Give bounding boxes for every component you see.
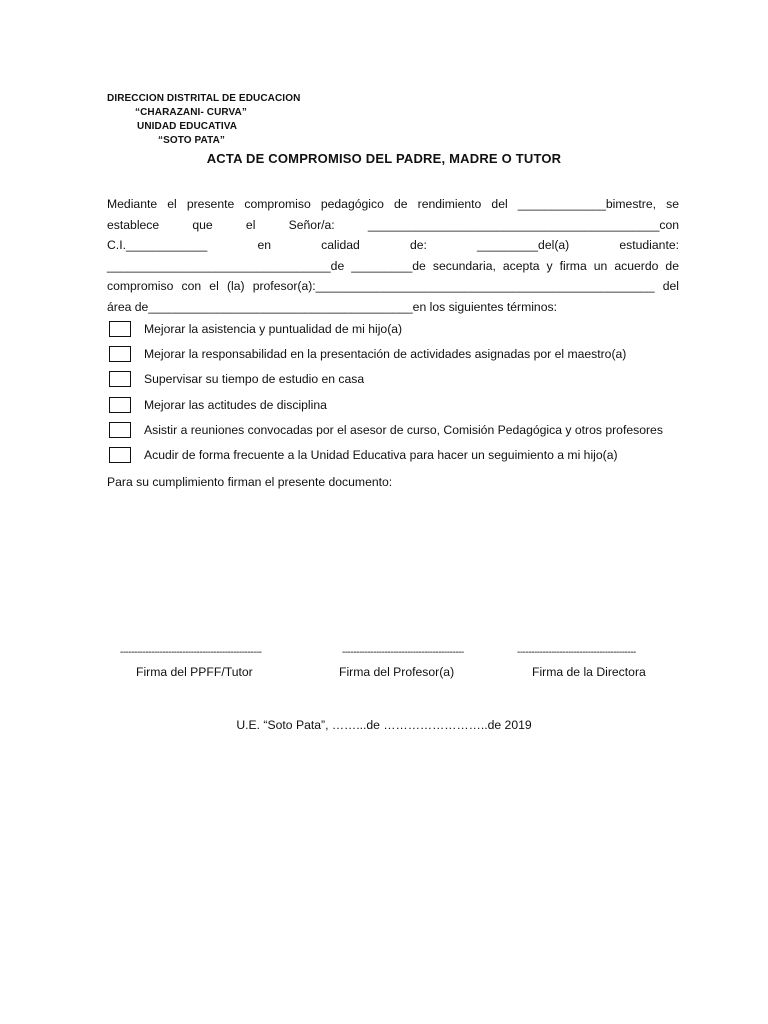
- checklist-label: Mejorar la responsabilidad en la presentación de actividades asignadas por el maestro(a): [144, 347, 627, 362]
- checkbox[interactable]: [109, 321, 131, 337]
- document-title: ACTA DE COMPROMISO DEL PADRE, MADRE O TUTOR: [206, 151, 562, 166]
- header-direccion: DIRECCION DISTRITAL DE EDUCACION: [107, 93, 301, 104]
- paragraph-line: área de_______________________________________en los siguientes términos:: [107, 299, 557, 314]
- signature-label-tutor: Firma del PPFF/Tutor: [136, 665, 253, 679]
- header-unidad-educativa: UNIDAD EDUCATIVA: [137, 121, 238, 132]
- commitment-paragraph: [107, 194, 679, 317]
- checklist-item: [109, 447, 729, 472]
- checkbox[interactable]: [109, 346, 131, 362]
- checklist-item: [109, 371, 729, 396]
- checklist-label: Asistir a reuniones convocadas por el asesor de curso, Comisión Pedagógica y otros profesores: [144, 422, 663, 437]
- checkbox[interactable]: [109, 422, 131, 438]
- checkbox[interactable]: [109, 371, 131, 387]
- checkbox[interactable]: [109, 397, 131, 413]
- checklist-label: Mejorar las actitudes de disciplina: [144, 397, 327, 412]
- checklist-item: [109, 346, 729, 371]
- signature-label-directora: Firma de la Directora: [532, 665, 646, 679]
- checklist-item: [109, 422, 729, 447]
- checklist-label: Supervisar su tiempo de estudio en casa: [144, 372, 365, 387]
- commitment-checklist: [109, 321, 729, 472]
- checklist-label: Acudir de forma frecuente a la Unidad Educativa para hacer un seguimiento a mi hijo(a): [144, 447, 618, 462]
- paragraph-line: C.I.____________ en calidad de: _________del(a) estudiante:: [107, 238, 679, 252]
- signature-line-directora: ------------------------------------------: [517, 647, 636, 658]
- checkbox[interactable]: [109, 447, 131, 463]
- header-soto-pata: “SOTO PATA”: [158, 135, 226, 146]
- signature-line-tutor: --------------------------------------------------: [120, 647, 262, 658]
- paragraph-line: establece que el Señor/a: ___________________________________________con: [107, 217, 679, 232]
- header-charazani: “CHARAZANI- CURVA”: [135, 107, 247, 118]
- paragraph-line: compromiso con el (la) profesor(a):__________________________________________________ del: [107, 279, 679, 293]
- paragraph-line: _________________________________de _________de secundaria, acepta y firma un acuerdo de: [107, 258, 679, 273]
- checklist-item: [109, 397, 729, 422]
- place-date-line: U.E. “Soto Pata”, ……...de ……………………..de 2019: [236, 718, 532, 732]
- signature-label-profesor: Firma del Profesor(a): [339, 665, 455, 679]
- checklist-item: [109, 321, 729, 346]
- signature-line-profesor: -------------------------------------------: [342, 647, 464, 658]
- paragraph-line: Mediante el presente compromiso pedagógico de rendimiento del _____________bimestre, se: [107, 197, 679, 211]
- checklist-label: Mejorar la asistencia y puntualidad de mi hijo(a): [144, 322, 403, 336]
- closing-statement: Para su cumplimiento firman el presente documento:: [107, 475, 393, 489]
